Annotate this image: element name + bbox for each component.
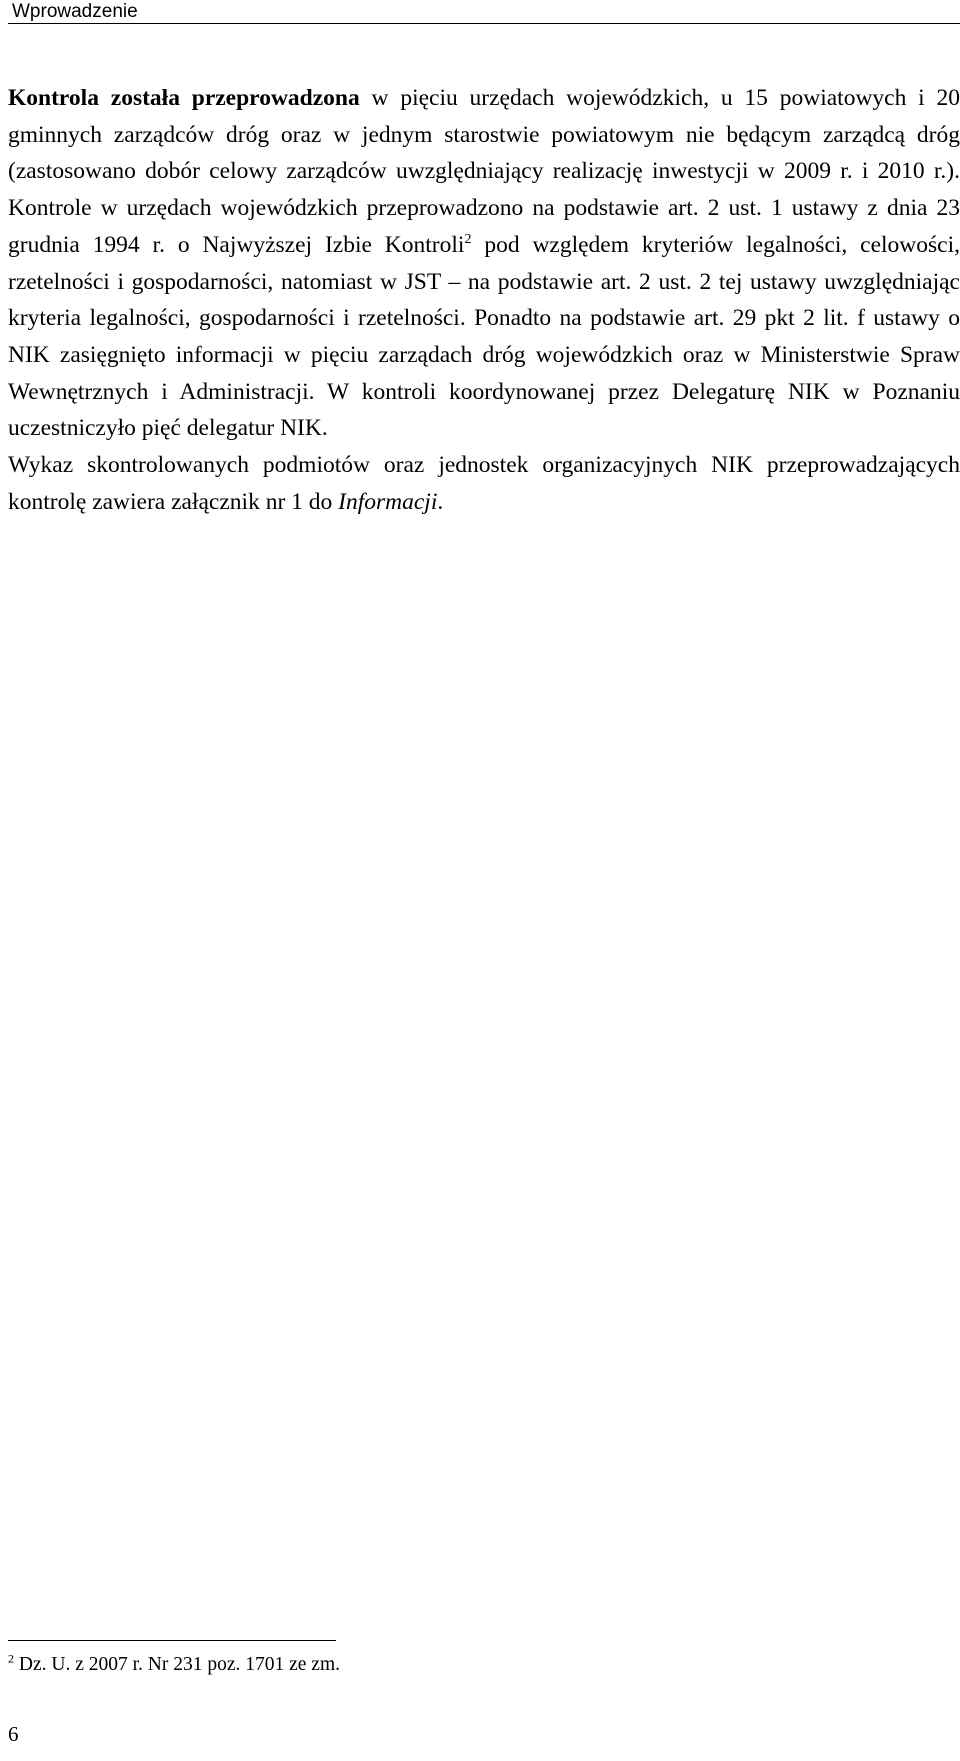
footnote-text: Dz. U. z 2007 r. Nr 231 poz. 1701 ze zm. xyxy=(14,1654,341,1675)
paragraph-end: . xyxy=(437,488,444,515)
paragraph xyxy=(8,447,960,520)
italic-reference: Informacji xyxy=(338,488,438,515)
footnote-separator xyxy=(8,1640,336,1641)
section-title: Wprowadzenie xyxy=(12,1,138,22)
paragraph-text-continued: pod względem kryteriów legalności, celowości, rzetelności i gospodarności, natomiast w JST – na podstawie art. 2 ust. 2 tej ustawy uwzględniając kryteria legalności, gospodarności i rzetelności. Ponadto na podstawie art. 29 pkt 2 lit. f ustawy o NIK zasięgnięto informacji w pięciu zarządach dróg wojewódzkich oraz w Ministerstwie Spraw Wewnętrznych i Administracji. W kontroli koordynowanej przez Delegaturę NIK w Poznaniu uczestniczyło pięć delegatur NIK. xyxy=(8,231,960,442)
footnote-reference[interactable]: 2 xyxy=(464,231,472,247)
paragraph xyxy=(8,80,960,447)
paragraph-text: w pięciu urzędach wojewódzkich, u 15 powiatowych i 20 gminnych zarządców dróg oraz w jednym starostwie powiatowym nie będącym zarządcą dróg (zastosowano dobór celowy zarządców uwzględniający realizację inwestycji w 2009 r. i 2010 r.). Kontrole w urzędach wojewódzkich przeprowadzono na podstawie art. 2 ust. 1 ustawy z dnia 23 grudnia 1994 r. o Najwyższej Izbie Kontroli xyxy=(8,85,960,258)
bold-lead: Kontrola została przeprowadzona xyxy=(8,85,360,111)
page-header xyxy=(8,0,960,24)
main-text xyxy=(8,80,960,520)
paragraph-text: Wykaz skontrolowanych podmiotów oraz jednostek organizacyjnych NIK przeprowadzających kontrolę zawiera załącznik nr 1 do xyxy=(8,452,960,515)
page-number: 6 xyxy=(8,1722,19,1746)
footnote xyxy=(8,1653,340,1677)
footnote-mark: 2 xyxy=(8,1651,14,1666)
